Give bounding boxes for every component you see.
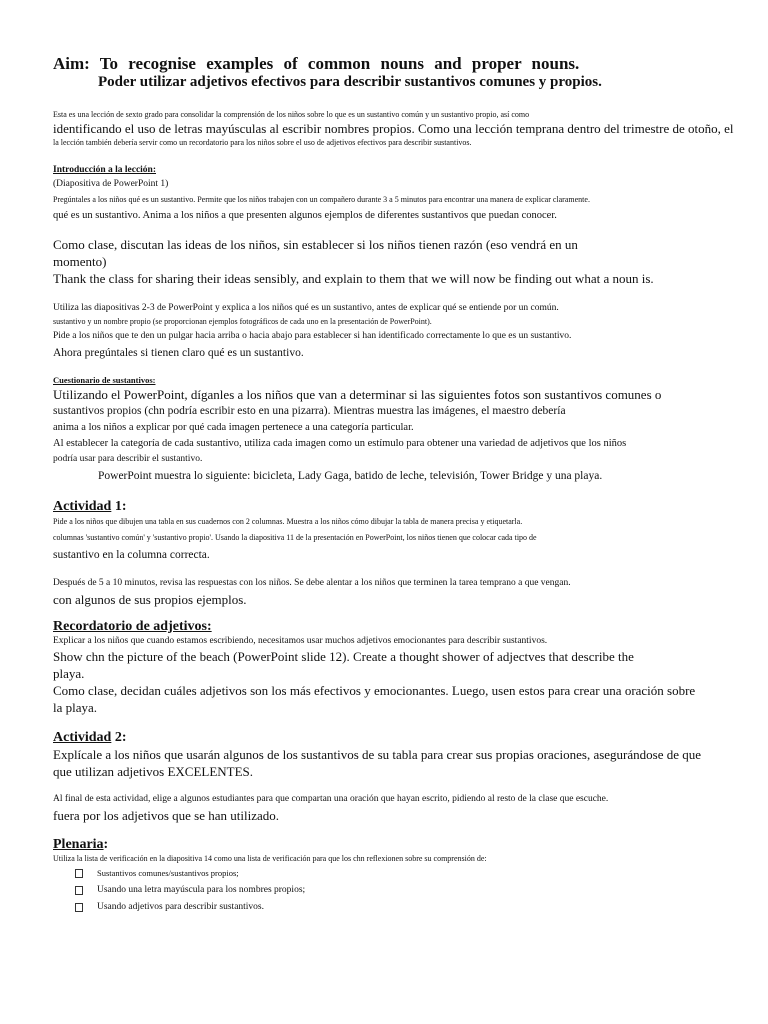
actividad2-line-4: fuera por los adjetivos que se han utilizado.: [53, 808, 279, 823]
plenaria-line-1: Utiliza la lista de verificación en la diapositiva 14 como una lista de verificación para que los chn reflexionen sobre su comprensión de:: [53, 854, 487, 863]
introduccion-line-1: (Diapositiva de PowerPoint 1): [53, 179, 169, 189]
actividad1-line-4: Después de 5 a 10 minutos, revisa las respuestas con los niños. Se debe alentar a los niños que terminen la tarea temprano a que vengan.: [53, 578, 571, 588]
actividad2-heading-number: 2:: [111, 730, 127, 745]
actividad2-line-1: Explícale a los niños que usarán algunos de los sustantivos de su tabla para crear sus propias oraciones, asegurándose de que: [53, 747, 702, 762]
actividad1-heading-word: Actividad: [53, 499, 112, 514]
diapositivas-line-2: sustantivo y un nombre propio (se proporcionan ejemplos fotográficos de cada uno en la presentación de PowerPoint).: [53, 317, 432, 326]
recordatorio-line-3: playa.: [53, 666, 85, 681]
checklist-item: [75, 882, 768, 899]
diapositivas-line-3: Pide a los niños que te den un pulgar hacia arriba o hacia abajo para establecer si han identificado correctamente lo que es un sustantivo.: [53, 331, 572, 341]
plenaria-heading: [53, 836, 768, 853]
clase-line-2: momento): [53, 254, 107, 269]
intro-line-3: la lección también debería servir como un recordatorio para los niños sobre el uso de adjetivos efectivos para describir sustantivos.: [53, 138, 472, 147]
recordatorio-line-1: Explicar a los niños que cuando estamos escribiendo, necesitamos usar muchos adjetivos emocionantes para describir sustantivos.: [53, 636, 548, 646]
checklist-item: [75, 899, 768, 916]
diapositivas-line-1: Utiliza las diapositivas 2-3 de PowerPoint y explica a los niños qué es un sustantivo, antes de explicar qué se entiende por un común.: [53, 303, 559, 313]
recordatorio-line-4: Como clase, decidan cuáles adjetivos son los más efectivos y emocionantes. Luego, usen estos para crear una oración sobre: [53, 683, 696, 698]
recordatorio-heading: Recordatorio de adjetivos:: [53, 619, 212, 634]
checklist-item-label: Usando adjetivos para describir sustantivos.: [97, 902, 265, 912]
checklist-item-label: Usando una letra mayúscula para los nombres propios;: [97, 885, 306, 895]
actividad2-heading-word: Actividad: [53, 730, 112, 745]
cuestionario-line-6: PowerPoint muestra lo siguiente: bicicleta, Lady Gaga, batido de leche, televisión, Tower Bridge y una playa.: [98, 470, 603, 482]
cuestionario-line-2: sustantivos propios (chn podría escribir esto en una pizarra). Mientras muestra las imágenes, el maestro debería: [53, 405, 566, 417]
cuestionario-heading: Cuestionario de sustantivos:: [53, 375, 156, 385]
actividad2-heading: [53, 729, 768, 746]
introduccion-heading: Introducción a la lección:: [53, 165, 157, 175]
clase-line-3: Thank the class for sharing their ideas sensibly, and explain to them that we will now be finding out what a noun is.: [53, 271, 654, 286]
checkbox-icon: [75, 886, 83, 895]
intro-line-1: Esta es una lección de sexto grado para consolidar la comprensión de los niños sobre lo que es un sustantivo común y un sustantivo propio, así como: [53, 110, 530, 119]
recordatorio-line-5: la playa.: [53, 700, 98, 715]
plenaria-heading-colon: :: [103, 837, 109, 852]
recordatorio-line-2: Show chn the picture of the beach (PowerPoint slide 12). Create a thought shower of adjectves that describe the: [53, 649, 634, 664]
cuestionario-line-1: Utilizando el PowerPoint, díganles a los niños que van a determinar si las siguientes fotos son sustantivos comunes o: [53, 387, 662, 402]
actividad1-line-2: columnas 'sustantivo común' y 'sustantivo propio'. Usando la diapositiva 11 de la presentación en PowerPoint, los niños tienen que colocar cada tipo de: [53, 533, 537, 542]
checkbox-icon: [75, 869, 83, 878]
clase-line-1: Como clase, discutan las ideas de los niños, sin establecer si los niños tienen razón (eso vendrá en un: [53, 237, 578, 252]
actividad1-line-5: con algunos de sus propios ejemplos.: [53, 592, 247, 607]
intro-line-2: identificando el uso de letras mayúsculas al escribir nombres propios. Como una lección temprana dentro del trimestre de otoño, el: [53, 121, 734, 136]
cuestionario-line-3: anima a los niños a explicar por qué cada imagen pertenece a una categoría particular.: [53, 422, 414, 433]
document-page: [53, 54, 768, 916]
checklist-item-label: Sustantivos comunes/sustantivos propios;: [97, 868, 239, 878]
cuestionario-line-5: podría usar para describir el sustantivo.: [53, 454, 203, 464]
actividad2-line-3: Al final de esta actividad, elige a algunos estudiantes para que compartan una oración que hayan escrito, pidiendo al resto de la clase que escuche.: [53, 794, 609, 804]
introduccion-line-2: Pregúntales a los niños qué es un sustantivo. Permite que los niños trabajen con un compañero durante 3 a 5 minutos para encontrar una manera de explicar claramente.: [53, 195, 590, 204]
introduccion-line-3: qué es un sustantivo. Anima a los niños a que presenten algunos ejemplos de diferentes sustantivos que puedan conocer.: [53, 210, 557, 221]
plenaria-heading-word: Plenaria: [53, 837, 104, 852]
aim-subline: Poder utilizar adjetivos efectivos para describir sustantivos comunes y propios.: [98, 74, 602, 90]
diapositivas-line-4: Ahora pregúntales si tienen claro qué es un sustantivo.: [53, 347, 304, 359]
actividad1-line-3: sustantivo en la columna correcta.: [53, 549, 210, 561]
actividad1-line-1: Pide a los niños que dibujen una tabla en sus cuadernos con 2 columnas. Muestra a los niños cómo dibujar la tabla de manera precisa y etiquetarla.: [53, 517, 523, 526]
checkbox-icon: [75, 903, 83, 912]
checklist-item: [75, 865, 768, 882]
actividad2-line-2: que utilizan adjetivos EXCELENTES.: [53, 764, 254, 779]
cuestionario-line-4: Al establecer la categoría de cada sustantivo, utiliza cada imagen como un estímulo para obtener una variedad de adjetivos que los niños: [53, 438, 627, 449]
aim-line: Aim: To recognise examples of common nouns and proper nouns.: [53, 54, 580, 73]
actividad1-heading: [53, 498, 768, 515]
actividad1-heading-number: 1:: [111, 499, 127, 514]
